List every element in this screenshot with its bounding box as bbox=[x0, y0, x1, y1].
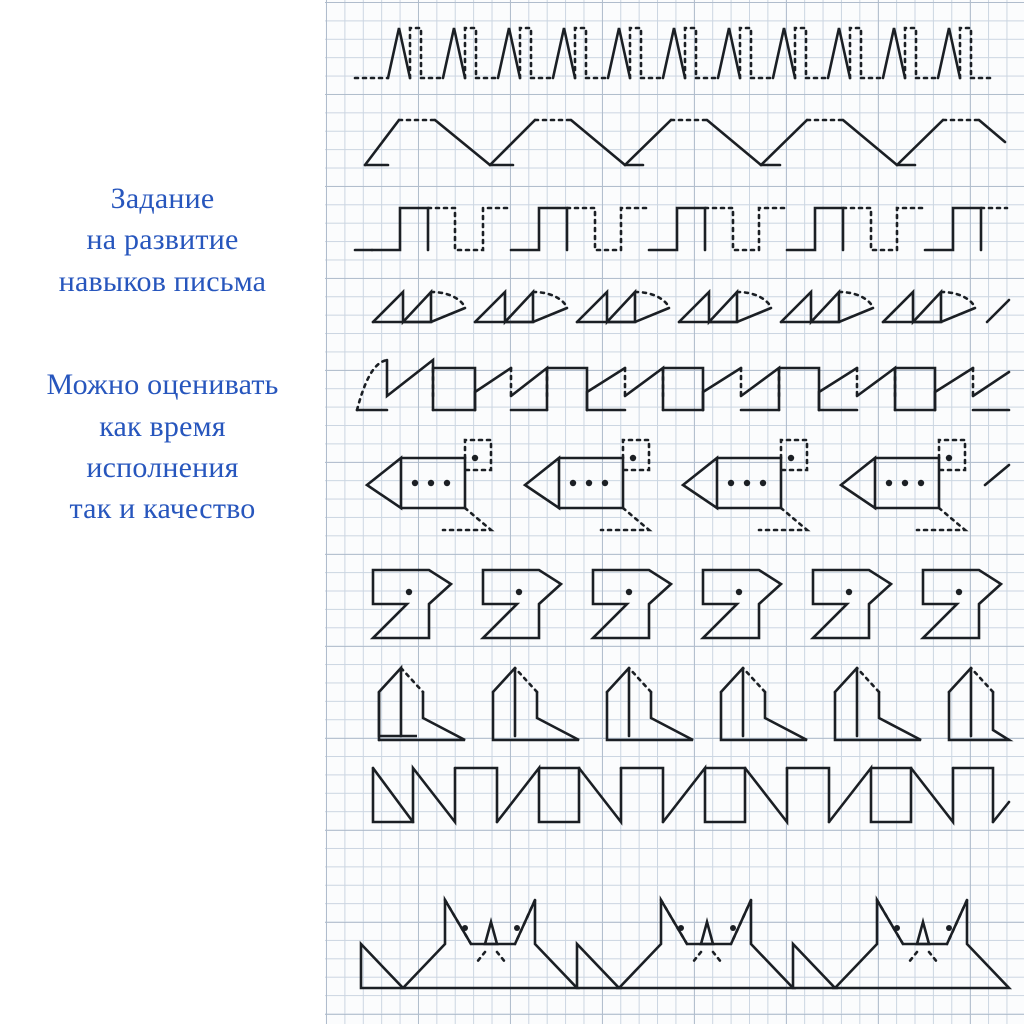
caption-line: на развитие bbox=[86, 223, 239, 257]
m-zigzag-row bbox=[373, 768, 1009, 822]
pattern-layer bbox=[325, 0, 1024, 1024]
saw-row bbox=[357, 360, 1009, 410]
graph-paper-worksheet bbox=[325, 0, 1024, 1024]
caption-line: исполнения bbox=[86, 450, 239, 484]
caption-line: Можно оценивать bbox=[46, 368, 279, 402]
caption-block-scoring bbox=[4, 364, 322, 530]
caption-panel bbox=[0, 0, 325, 1024]
caption-line: Задание bbox=[110, 182, 215, 215]
house-row bbox=[379, 668, 1009, 740]
caption-line: как время bbox=[99, 409, 226, 443]
zigzag-row bbox=[365, 120, 1005, 165]
square-wave-row bbox=[355, 208, 1007, 250]
arrowhead-row bbox=[373, 292, 1009, 322]
cat-row bbox=[361, 900, 1009, 988]
bird-row bbox=[373, 570, 1001, 638]
caption-line: так и качество bbox=[69, 492, 256, 526]
caption-line: навыков письма bbox=[58, 264, 267, 298]
peaks-row bbox=[355, 28, 995, 78]
caption-block-task bbox=[4, 178, 322, 302]
fish-row bbox=[367, 440, 1009, 530]
